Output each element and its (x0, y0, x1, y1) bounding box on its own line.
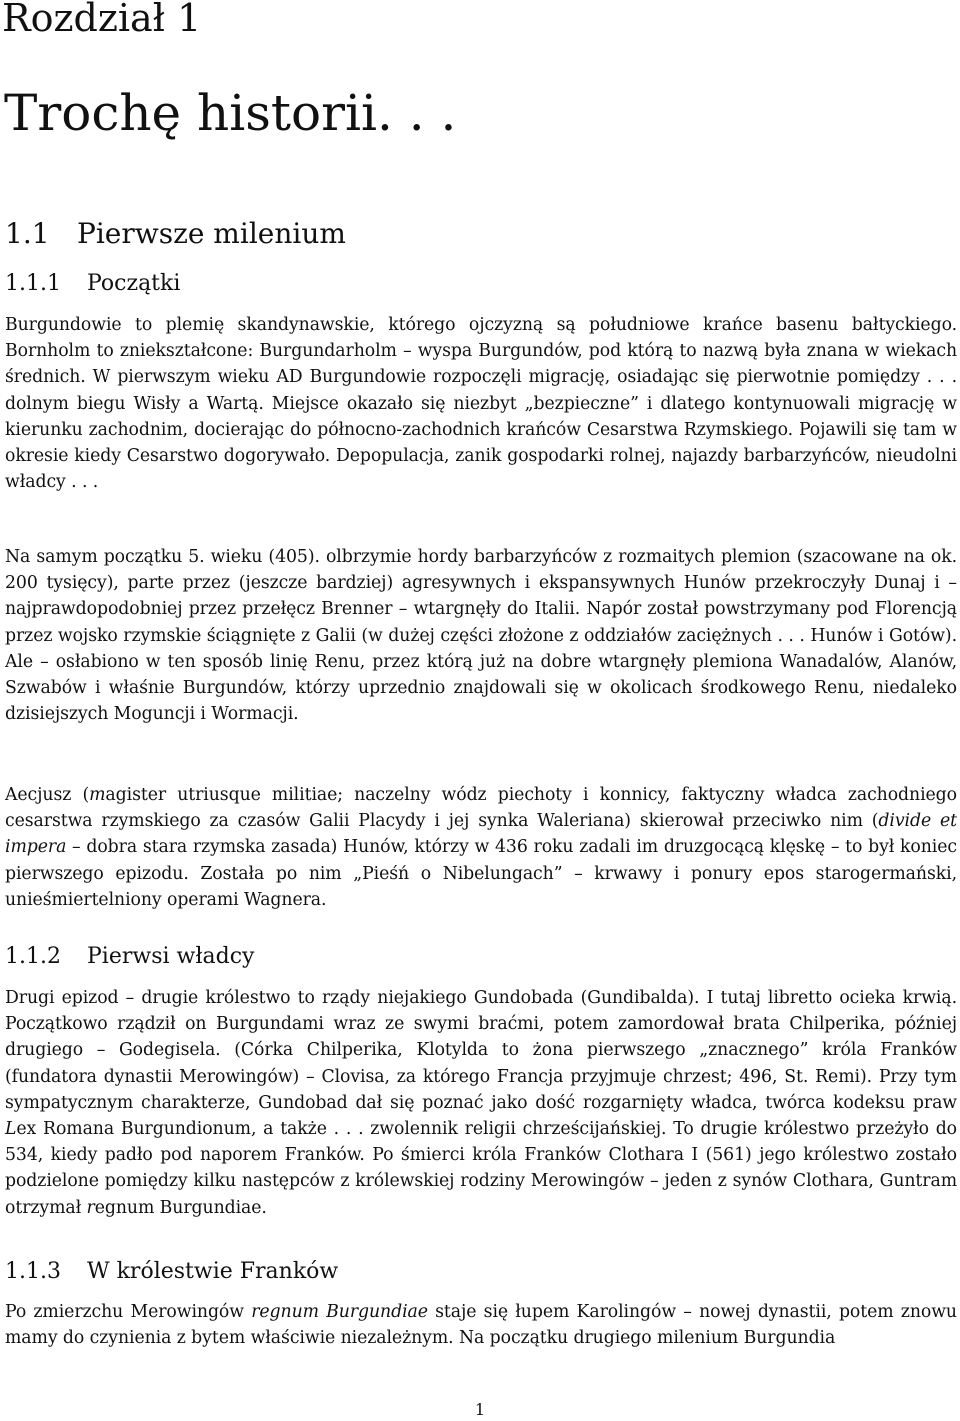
paragraph-merowingowie (5, 1299, 957, 1351)
paragraph-gundobad (5, 985, 957, 1221)
paragraph-text: egnum Burgundiae. (94, 1197, 267, 1218)
italic-phrase: regnum Burgundiae (251, 1302, 428, 1322)
italic-text: r (86, 1197, 95, 1218)
chapter-title: Trochę historii. . . (4, 84, 457, 142)
paragraph-text: Drugi epizod – drugie królestwo to rządy niejakiego Gundobada (Gundibalda). I tutaj libretto ocieka krwią. Początkowo rządził on Burgundami wraz ze swymi braćmi, potem zamordował brata Chilperika, później drugiego – Godegisela. (Córka Chilperika, Klotylda to żona pierwszego „znacznego” króla Franków (fundatora dynastii Merowingów) – Clovisa, za którego Francja przyjmuje chrzest; 496, St. Remi). Przy tym sympatycznym charakterze, Gundobad dał się poznać jako dość rozgarnięty władca, twórca kodeksu praw (5, 988, 957, 1113)
section-number: 1.1 (5, 217, 50, 250)
page-number: 1 (474, 1400, 486, 1419)
italic-text: L (5, 1119, 17, 1140)
italic-phrase: divide et impera (5, 811, 957, 858)
subsection-number: 1.1.3 (5, 1259, 61, 1284)
subsection-title: Początki (87, 271, 181, 296)
chapter-label: Rozdział 1 (2, 0, 202, 40)
subsection-heading-krolestwo-frankow (5, 1257, 338, 1287)
paragraph-text: Po zmierzchu Merowingów (5, 1302, 252, 1322)
subsection-heading-pierwsi-wladcy (5, 942, 254, 972)
paragraph-text: ex Romana Burgundionum, a także . . . zwolennik religii chrześcijańskiej. To drugie królestwo przeżyło do 534, kiedy padło pod naporem Franków. Po śmierci króla Franków Clothara I (561) jego królestwo zostało podzielone pomiędzy kilku następców z królewskiej rodziny Merowingów – jeden z synów Clothara, Guntram otrzymał (5, 1119, 957, 1218)
paragraph-migration-405: Na samym początku 5. wieku (405). olbrzymie hordy barbarzyńców z rozmaitych plemion (szacowane na ok. 200 tysięcy), parte przez (jeszcze bardziej) agresywnych i ekspansywnych Hunów przekroczyły Dunaj i – najprawdopodobniej przez przełęcz Brenner – wtargnęły do Italii. Napór został powstrzymany pod Florencją przez wojsko rzymskie ściągnięte z Galii (w dużej części złożone z oddziałów zaciężnych . . . Hunów i Gotów). Ale – osłabiono w ten sposób linię Renu, przez którą już na dobre wtargnęły plemiona Wanadalów, Alanów, Szwabów i właśnie Burgundów, którzy uprzednio znajdowali się w okolicach środkowego Renu, niedaleko dzisiejszych Moguncji i Wormacji. (5, 547, 957, 725)
section-heading (5, 215, 346, 253)
paragraph-aecjusz (5, 782, 957, 913)
subsection-heading-poczatki (5, 269, 180, 299)
paragraph-text: Aecjusz ( (5, 785, 90, 805)
subsection-number: 1.1.1 (5, 271, 61, 296)
paragraph-text: – dobra stara rzymska zasada) Hunów, którzy w 436 roku zadali im druzgocącą klęskę – to był koniec pierwszego epizodu. Została po nim „Pieśń o Nibelungach” – krwawy i ponury epos starogermański, unieśmiertelniony operami Wagnera. (5, 837, 957, 910)
subsection-title: Pierwsi władcy (87, 944, 255, 969)
paragraph-text: agister utriusque militiae; naczelny wódz piechoty i konnicy, faktyczny władca zachodniego cesarstwa rzymskiego za czasów Galii Placydy i jej synka Waleriana) skierował przeciwko nim ( (5, 785, 957, 832)
section-title: Pierwsze milenium (77, 217, 346, 250)
italic-text: m (89, 785, 106, 805)
subsection-title: W królestwie Franków (87, 1259, 339, 1284)
paragraph-burgundowie: Burgundowie to plemię skandynawskie, którego ojczyzną są południowe krańce basenu bałtyckiego. Bornholm to zniekształcone: Burgundarholm – wyspa Burgundów, pod którą to nazwą była znana w wiekach średnich. W pierwszym wieku AD Burgundowie rozpoczęli migrację, osiadając się pierwotnie pomiędzy . . . dolnym biegu Wisły a Wartą. Miejsce okazało się niezbyt „bezpieczne” i dlatego kontynuowali migrację w kierunku zachodnim, docierając do północno-zachodnich krańców Cesarstwa Rzymskiego. Pojawili się tam w okresie kiedy Cesarstwo dogorywało. Depopulacja, zanik gospodarki rolnej, najazdy barbarzyńców, nieudolni władcy . . . (5, 315, 957, 493)
paragraph-text: staje się łupem Karolingów – nowej dynastii, potem znowu mamy do czynienia z bytem właściwie niezależnym. Na początku drugiego milenium Burgundia (5, 1302, 957, 1349)
subsection-number: 1.1.2 (5, 944, 61, 969)
